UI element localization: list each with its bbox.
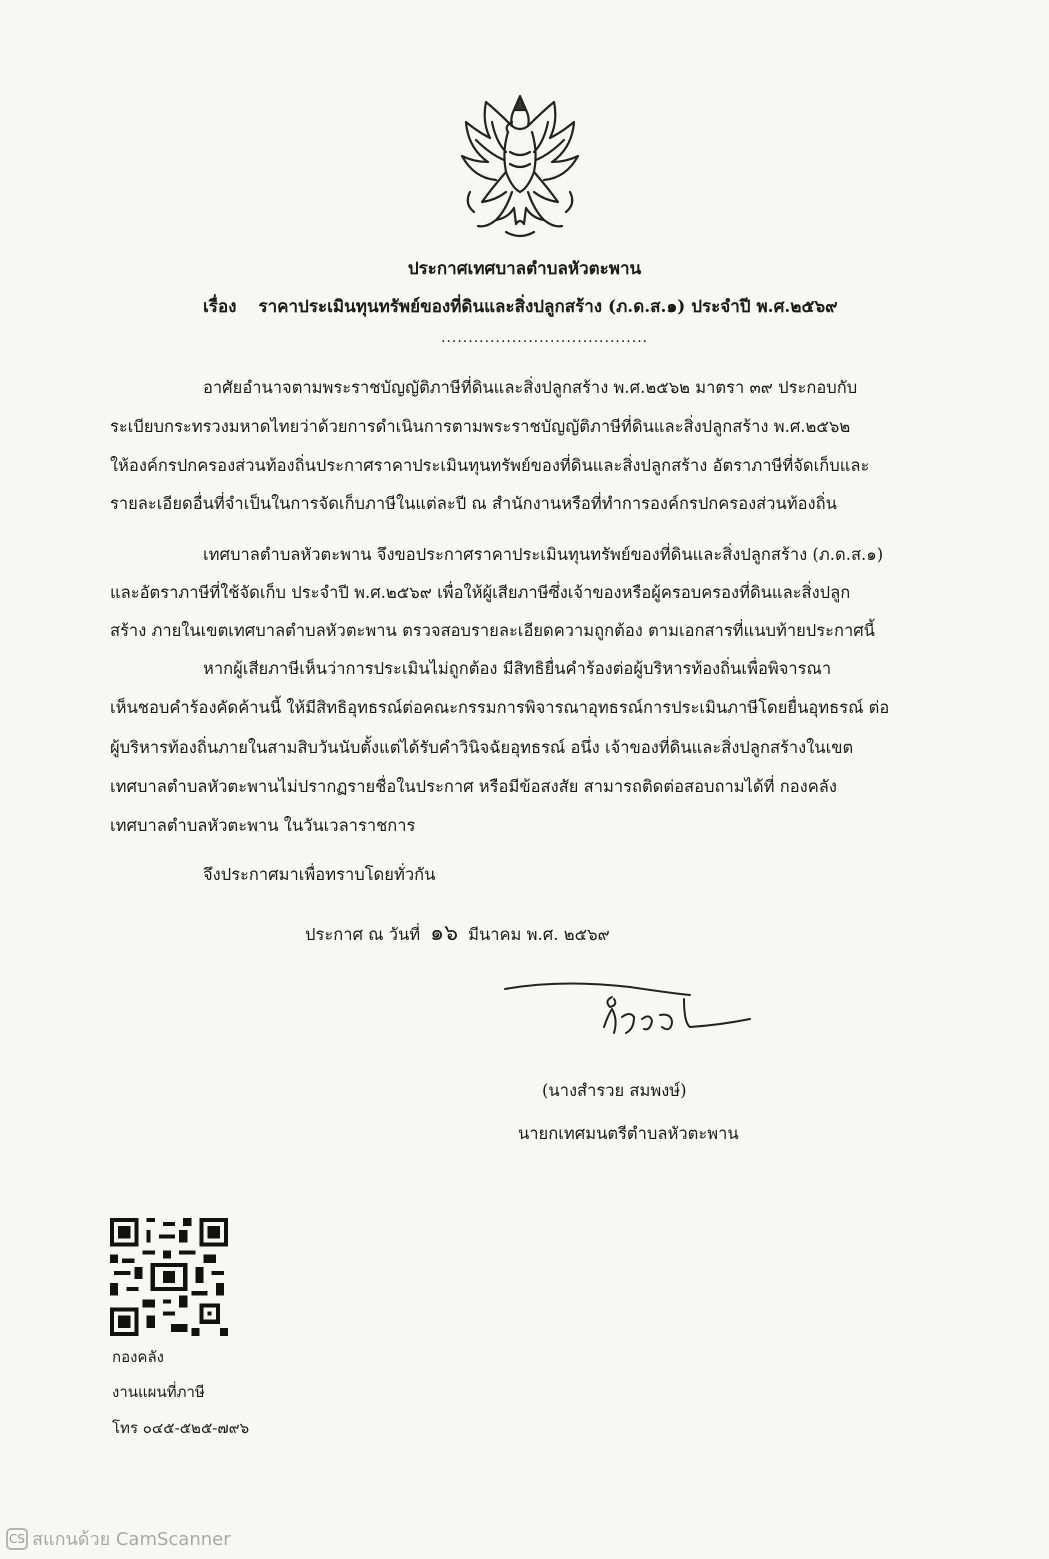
garuda-emblem-icon xyxy=(456,92,584,244)
contact-phone: โทร ๐๔๕-๕๒๕-๗๙๖ xyxy=(112,1419,250,1437)
paragraph-1-line-3: ให้องค์กรปกครองส่วนท้องถิ่นประกาศราคาประเมินทุนทรัพย์ของที่ดินและสิ่งปลูกสร้าง อัตราภาษีที่จัดเก็บและ xyxy=(110,456,870,475)
closing-sentence: จึงประกาศมาเพื่อทราบโดยทั่วกัน xyxy=(203,865,436,884)
paragraph-3-line-2: เห็นชอบคำร้องคัดค้านนี้ ให้มีสิทธิอุทธรณ์ต่อคณะกรรมการพิจารณาอุทธรณ์การประเมินภาษีโดยยื่นอุทธรณ์ ต่อ xyxy=(110,698,890,717)
divider-dots: ...................................... xyxy=(441,330,649,346)
paragraph-3-line-4: เทศบาลตำบลหัวตะพานไม่ปรากฏรายชื่อในประกาศ หรือมีข้อสงสัย สามารถติดต่อสอบถามได้ที่ กองคลัง xyxy=(110,777,837,796)
announcement-date xyxy=(305,915,610,950)
announcement-subject xyxy=(203,293,838,320)
paragraph-3-line-3: ผู้บริหารท้องถิ่นภายในสามสิบวันนับตั้งแต่ได้รับคำวินิจฉัยอุทธรณ์ อนึ่ง เจ้าของที่ดินและสิ่งปลูกสร้างในเขต xyxy=(110,738,854,757)
paragraph-1-line-1: อาศัยอำนาจตามพระราชบัญญัติภาษีที่ดินและสิ่งปลูกสร้าง พ.ศ.๒๕๖๒ มาตรา ๓๙ ประกอบกับ xyxy=(203,378,858,397)
camscanner-watermark xyxy=(6,1524,231,1553)
paragraph-1-line-4: รายละเอียดอื่นที่จำเป็นในการจัดเก็บภาษีในแต่ละปี ณ สำนักงานหรือที่ทำการองค์กรปกครองส่วนท้องถิ่น xyxy=(110,494,837,513)
qr-code-icon[interactable] xyxy=(110,1218,228,1336)
date-day: ๑๖ xyxy=(430,921,459,946)
watermark-text: สแกนด้วย CamScanner xyxy=(32,1529,231,1550)
signer-name: (นางสำรวย สมพงษ์) xyxy=(542,1081,687,1100)
paragraph-2-line-2: และอัตราภาษีที่ใช้จัดเก็บ ประจำปี พ.ศ.๒๕๖๙ เพื่อให้ผู้เสียภาษีซึ่งเจ้าของหรือผู้ครอบครองที่ดินและสิ่งปลูก xyxy=(110,583,851,602)
paragraph-3-line-1: หากผู้เสียภาษีเห็นว่าการประเมินไม่ถูกต้อง มีสิทธิยื่นคำร้องต่อผู้บริหารท้องถิ่นเพื่อพิจารณา xyxy=(203,659,832,678)
announcement-title: ประกาศเทศบาลตำบลหัวตะพาน xyxy=(407,259,642,279)
paragraph-2-line-1: เทศบาลตำบลหัวตะพาน จึงขอประกาศราคาประเมินทุนทรัพย์ของที่ดินและสิ่งปลูกสร้าง (ภ.ด.ส.๑) xyxy=(203,545,884,564)
handwritten-signature-icon xyxy=(500,975,770,1045)
subject-text: ราคาประเมินทุนทรัพย์ของที่ดินและสิ่งปลูกสร้าง (ภ.ด.ส.๑) ประจำปี พ.ศ.๒๕๖๙ xyxy=(258,297,838,317)
contact-unit: งานแผนที่ภาษี xyxy=(112,1383,205,1401)
contact-department: กองคลัง xyxy=(112,1348,164,1366)
paragraph-1-line-2: ระเบียบกระทรวงมหาดไทยว่าด้วยการดำเนินการตามพระราชบัญญัติภาษีที่ดินและสิ่งปลูกสร้าง พ.ศ.๒๕๖๒ xyxy=(110,417,851,436)
date-prefix: ประกาศ ณ วันที่ xyxy=(305,925,421,944)
paragraph-3-line-5: เทศบาลตำบลหัวตะพาน ในวันเวลาราชการ xyxy=(110,816,416,835)
cs-icon: CS xyxy=(6,1528,28,1550)
date-month-year: มีนาคม พ.ศ. ๒๕๖๙ xyxy=(468,925,610,944)
subject-label: เรื่อง xyxy=(203,297,237,317)
signer-position: นายกเทศมนตรีตำบลหัวตะพาน xyxy=(518,1124,739,1143)
paragraph-2-line-3: สร้าง ภายในเขตเทศบาลตำบลหัวตะพาน ตรวจสอบรายละเอียดความถูกต้อง ตามเอกสารที่แนบท้ายประกาศนี้ xyxy=(110,621,875,640)
